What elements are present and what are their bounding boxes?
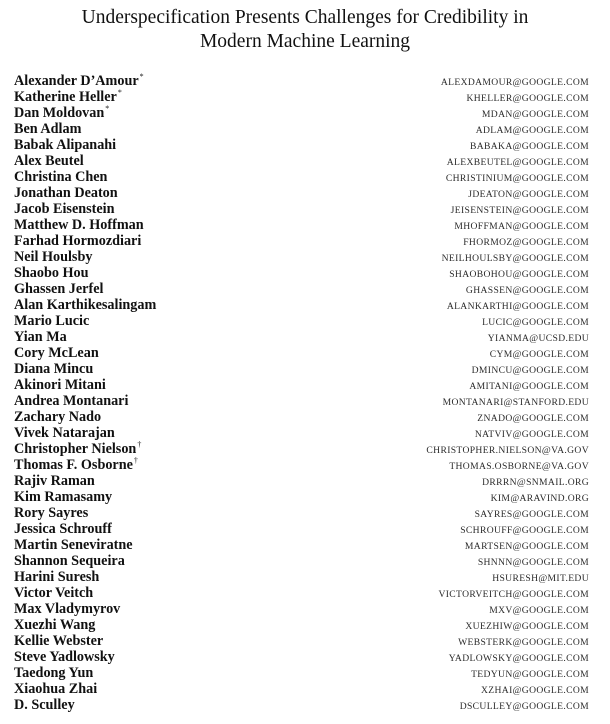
author-name [14, 457, 138, 473]
author-row [14, 665, 589, 681]
author-email: NEILHOULSBY@GOOGLE.COM [441, 253, 589, 264]
author-name [14, 281, 103, 297]
author-email: WEBSTERK@GOOGLE.COM [458, 637, 589, 648]
author-name [14, 377, 106, 393]
author-name [14, 505, 88, 521]
author-row [14, 585, 589, 601]
author-name-text: Jacob Eisenstein [14, 201, 115, 217]
author-name [14, 649, 115, 665]
author-name-text: Christina Chen [14, 169, 108, 185]
author-email: ALEXBEUTEL@GOOGLE.COM [446, 157, 589, 168]
author-name-text: Ghassen Jerfel [14, 281, 104, 297]
author-name-text: Steve Yadlowsky [14, 649, 115, 665]
author-email: JEISENSTEIN@GOOGLE.COM [450, 205, 589, 216]
author-name-text: Victor Veitch [14, 585, 94, 601]
author-name-text: Kim Ramasamy [14, 489, 113, 505]
author-email: DMINCU@GOOGLE.COM [471, 365, 589, 376]
title-line-2: Modern Machine Learning [199, 31, 411, 52]
author-email: NATVIV@GOOGLE.COM [474, 429, 589, 440]
author-email: JDEATON@GOOGLE.COM [468, 189, 589, 200]
author-row [14, 697, 589, 713]
author-name-text: Jessica Schrouff [14, 521, 112, 537]
author-name-text: Xiaohua Zhai [14, 681, 98, 697]
author-name [14, 313, 89, 329]
author-name [14, 393, 128, 409]
author-name [14, 585, 93, 601]
author-name-text: Alexander D’Amour [14, 73, 139, 89]
author-email: MHOFFMAN@GOOGLE.COM [454, 221, 589, 232]
author-email: THOMAS.OSBORNE@VA.GOV [449, 461, 589, 472]
author-email: VICTORVEITCH@GOOGLE.COM [438, 589, 589, 600]
author-name [14, 233, 141, 249]
author-email: HSURESH@MIT.EDU [492, 573, 589, 584]
author-row [14, 409, 589, 425]
author-name [14, 345, 99, 361]
author-name-text: Cory McLean [14, 345, 99, 361]
author-email: TEDYUN@GOOGLE.COM [471, 669, 589, 680]
author-name-text: Kellie Webster [14, 633, 104, 649]
author-row [14, 249, 589, 265]
author-row [14, 121, 589, 137]
author-row [14, 169, 589, 185]
author-row [14, 265, 589, 281]
author-email: YADLOWSKY@GOOGLE.COM [448, 653, 589, 664]
equal-contribution-mark: * [105, 104, 110, 113]
author-email: XZHAI@GOOGLE.COM [481, 685, 589, 696]
author-email: MONTANARI@STANFORD.EDU [442, 397, 589, 408]
affiliation-mark: † [133, 456, 138, 465]
author-name [14, 169, 107, 185]
author-name [14, 425, 115, 441]
author-row [14, 489, 589, 505]
author-name-text: D. Sculley [14, 697, 75, 713]
author-email: YIANMA@UCSD.EDU [487, 333, 589, 344]
author-row [14, 313, 589, 329]
author-email: AMITANI@GOOGLE.COM [469, 381, 589, 392]
author-row [14, 281, 589, 297]
author-name [14, 329, 67, 345]
author-email: KIM@ARAVIND.ORG [490, 493, 589, 504]
author-email: CYM@GOOGLE.COM [489, 349, 589, 360]
author-row [14, 137, 589, 153]
author-name [14, 217, 144, 233]
author-email: SHAOBOHOU@GOOGLE.COM [449, 269, 589, 280]
author-name [14, 121, 81, 137]
author-name [14, 553, 125, 569]
author-email: GHASSEN@GOOGLE.COM [465, 285, 589, 296]
author-email: ALANKARTHI@GOOGLE.COM [446, 301, 589, 312]
author-row [14, 73, 589, 89]
author-name-text: Andrea Montanari [14, 393, 129, 409]
author-email: ADLAM@GOOGLE.COM [475, 125, 589, 136]
author-row [14, 345, 589, 361]
author-row [14, 569, 589, 585]
author-row [14, 553, 589, 569]
author-row [14, 233, 589, 249]
author-email: SHNNN@GOOGLE.COM [477, 557, 589, 568]
author-name-text: Ben Adlam [14, 121, 82, 137]
author-email: ALEXDAMOUR@GOOGLE.COM [440, 77, 589, 88]
author-row [14, 521, 589, 537]
author-email: SCHROUFF@GOOGLE.COM [460, 525, 589, 536]
author-email: BABAKA@GOOGLE.COM [470, 141, 589, 152]
author-name-text: Matthew D. Hoffman [14, 217, 144, 233]
author-row [14, 425, 589, 441]
author-name [14, 73, 144, 89]
author-name [14, 201, 115, 217]
author-name-text: Dan Moldovan [14, 105, 105, 121]
author-name [14, 409, 101, 425]
author-row [14, 329, 589, 345]
author-name-text: Max Vladymyrov [14, 601, 121, 617]
author-name [14, 153, 84, 169]
author-name [14, 697, 75, 713]
author-name [14, 665, 93, 681]
author-row [14, 377, 589, 393]
author-name-text: Thomas F. Osborne [14, 457, 133, 473]
author-name-text: Rory Sayres [14, 505, 89, 521]
author-name [14, 297, 156, 313]
author-email: SAYRES@GOOGLE.COM [474, 509, 589, 520]
author-name [14, 633, 103, 649]
author-email: FHORMOZ@GOOGLE.COM [463, 237, 589, 248]
author-name-text: Farhad Hormozdiari [14, 233, 142, 249]
author-name [14, 569, 99, 585]
author-name-text: Christopher Nielson [14, 441, 137, 457]
author-row [14, 537, 589, 553]
author-name-text: Akinori Mitani [14, 377, 106, 393]
author-name-text: Alan Karthikesalingam [14, 297, 157, 313]
author-row [14, 441, 589, 457]
author-row [14, 297, 589, 313]
author-name-text: Rajiv Raman [14, 473, 95, 489]
author-name [14, 137, 116, 153]
author-name-text: Zachary Nado [14, 409, 102, 425]
author-row [14, 201, 589, 217]
author-name [14, 617, 95, 633]
author-email: MARTSEN@GOOGLE.COM [464, 541, 589, 552]
author-name-text: Yian Ma [14, 329, 67, 345]
author-email: DSCULLEY@GOOGLE.COM [459, 701, 589, 712]
author-name [14, 441, 141, 457]
author-name-text: Neil Houlsby [14, 249, 93, 265]
author-row [14, 105, 589, 121]
author-row [14, 617, 589, 633]
author-row [14, 361, 589, 377]
author-email: XUEZHIW@GOOGLE.COM [465, 621, 589, 632]
author-name-text: Vivek Natarajan [14, 425, 115, 441]
author-name [14, 105, 109, 121]
author-name [14, 473, 95, 489]
author-name [14, 249, 92, 265]
author-email: CHRISTINIUM@GOOGLE.COM [445, 173, 589, 184]
author-row [14, 505, 589, 521]
author-name-text: Xuezhi Wang [14, 617, 96, 633]
author-name-text: Mario Lucic [14, 313, 90, 329]
author-row [14, 601, 589, 617]
author-email: LUCIC@GOOGLE.COM [482, 317, 589, 328]
author-name-text: Diana Mincu [14, 361, 94, 377]
author-email: CHRISTOPHER.NIELSON@VA.GOV [426, 445, 589, 456]
author-row [14, 393, 589, 409]
author-name [14, 89, 122, 105]
equal-contribution-mark: * [139, 72, 144, 81]
author-email: MDAN@GOOGLE.COM [481, 109, 589, 120]
author-row [14, 649, 589, 665]
author-name-text: Martin Seneviratne [14, 537, 133, 553]
title-line-1: Underspecification Presents Challenges for Credibility in [81, 7, 529, 28]
author-name [14, 601, 120, 617]
author-row [14, 89, 589, 105]
author-email: MXV@GOOGLE.COM [489, 605, 589, 616]
author-name [14, 537, 133, 553]
author-name [14, 265, 89, 281]
author-name [14, 521, 112, 537]
author-name-text: Jonathan Deaton [14, 185, 118, 201]
author-list [14, 73, 589, 713]
author-row [14, 633, 589, 649]
author-name [14, 681, 97, 697]
author-row [14, 217, 589, 233]
author-email: KHELLER@GOOGLE.COM [466, 93, 589, 104]
author-name-text: Alex Beutel [14, 153, 84, 169]
author-name-text: Babak Alipanahi [14, 137, 117, 153]
author-email: DRRRN@SNMAIL.ORG [482, 477, 589, 488]
author-name-text: Harini Suresh [14, 569, 100, 585]
author-name [14, 185, 118, 201]
author-row [14, 153, 589, 169]
author-name-text: Shaobo Hou [14, 265, 89, 281]
author-name [14, 489, 112, 505]
affiliation-mark: † [137, 440, 142, 449]
equal-contribution-mark: * [117, 88, 122, 97]
author-row [14, 185, 589, 201]
paper-title [0, 6, 610, 54]
author-name-text: Shannon Sequeira [14, 553, 125, 569]
author-name-text: Katherine Heller [14, 89, 117, 105]
author-email: ZNADO@GOOGLE.COM [477, 413, 589, 424]
author-name-text: Taedong Yun [14, 665, 94, 681]
author-row [14, 681, 589, 697]
author-row [14, 473, 589, 489]
author-row [14, 457, 589, 473]
author-name [14, 361, 93, 377]
